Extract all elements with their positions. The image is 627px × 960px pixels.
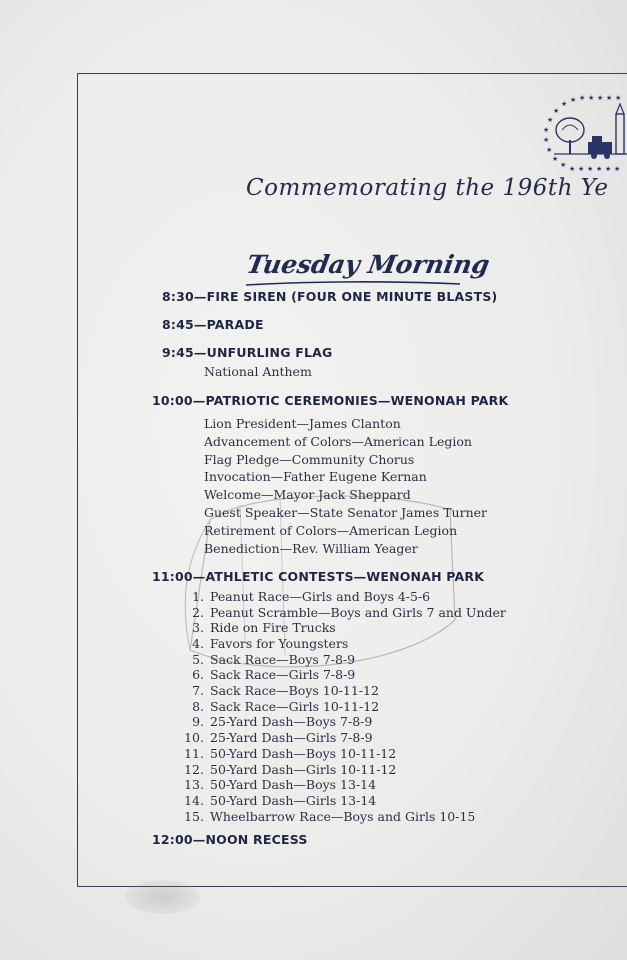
item-text: Sack Race—Boys 7-8-9 — [210, 652, 356, 667]
list-item: Flag Pledge—Community Chorus — [204, 452, 415, 467]
svg-text:★: ★ — [553, 107, 560, 115]
item-text: Favors for Youngsters — [210, 636, 349, 651]
svg-text:★: ★ — [587, 165, 594, 172]
svg-text:★: ★ — [597, 94, 604, 102]
schedule-heading: 11:00—ATHLETIC CONTESTS—WENONAH PARK — [152, 569, 485, 584]
list-item: National Anthem — [204, 364, 312, 379]
schedule-heading: 10:00—PATRIOTIC CEREMONIES—WENONAH PARK — [152, 393, 509, 408]
svg-text:★: ★ — [546, 146, 553, 154]
day-heading: Tuesday Morning — [244, 250, 492, 279]
svg-text:★: ★ — [547, 116, 554, 124]
list-item — [182, 809, 475, 824]
svg-text:★: ★ — [614, 165, 621, 172]
item-text: Sack Race—Boys 10-11-12 — [210, 683, 379, 698]
item-number: 3. — [192, 620, 204, 635]
svg-text:★: ★ — [579, 94, 586, 102]
list-item: Advancement of Colors—American Legion — [204, 434, 472, 449]
list-item — [182, 636, 348, 651]
item-text: Sack Race—Girls 7-8-9 — [210, 667, 356, 682]
item-number: 5. — [192, 652, 204, 667]
list-item — [182, 652, 355, 667]
item-text: 50-Yard Dash—Boys 10-11-12 — [210, 746, 397, 761]
schedule-heading: 8:45—PARADE — [162, 317, 264, 332]
item-number: 2. — [192, 605, 204, 620]
svg-text:★: ★ — [578, 165, 585, 172]
svg-text:★: ★ — [552, 155, 559, 163]
svg-text:★: ★ — [605, 165, 612, 172]
list-item: Retirement of Colors—American Legion — [204, 523, 458, 538]
svg-text:★: ★ — [596, 165, 603, 172]
svg-text:★: ★ — [588, 94, 595, 102]
item-text: 50-Yard Dash—Boys 13-14 — [210, 777, 377, 792]
item-text: 50-Yard Dash—Girls 13-14 — [210, 793, 377, 808]
svg-text:★: ★ — [560, 161, 567, 169]
list-item — [182, 683, 379, 698]
commemoration-banner: Commemorating the 196th Ye — [246, 175, 609, 201]
item-text: Peanut Race—Girls and Boys 4-5-6 — [210, 589, 431, 604]
list-item: Welcome—Mayor Jack Sheppard — [204, 487, 411, 502]
item-number: 6. — [192, 667, 204, 682]
svg-text:★: ★ — [561, 100, 568, 108]
item-number: 4. — [192, 636, 204, 651]
list-item — [182, 714, 372, 729]
item-number: 13. — [184, 777, 204, 792]
item-number: 12. — [184, 762, 204, 777]
paper-smudge — [125, 880, 200, 914]
item-number: 15. — [184, 809, 204, 824]
item-text: 25-Yard Dash—Girls 7-8-9 — [210, 730, 373, 745]
list-item: Benediction—Rev. William Yeager — [204, 541, 418, 556]
list-item — [182, 667, 355, 682]
svg-text:★: ★ — [606, 94, 613, 102]
list-item — [182, 605, 506, 620]
item-text: Wheelbarrow Race—Boys and Girls 10-15 — [210, 809, 476, 824]
item-number: 9. — [192, 714, 204, 729]
svg-text:★: ★ — [570, 96, 577, 104]
list-item — [182, 746, 396, 761]
item-text: 25-Yard Dash—Boys 7-8-9 — [210, 714, 373, 729]
svg-text:★: ★ — [543, 126, 550, 134]
item-text: Sack Race—Girls 10-11-12 — [210, 699, 380, 714]
item-number: 1. — [192, 589, 204, 604]
item-number: 14. — [184, 793, 204, 808]
list-item: Invocation—Father Eugene Kernan — [204, 469, 427, 484]
item-number: 11. — [184, 746, 204, 761]
schedule-heading: 8:30—FIRE SIREN (FOUR ONE MINUTE BLASTS) — [162, 289, 498, 304]
list-item: Lion President—James Clanton — [204, 416, 401, 431]
list-item — [182, 589, 430, 604]
list-item — [182, 730, 373, 745]
item-number: 10. — [184, 730, 204, 745]
item-text: 50-Yard Dash—Girls 10-11-12 — [210, 762, 397, 777]
list-item — [182, 762, 396, 777]
svg-text:★: ★ — [543, 136, 550, 144]
list-item — [182, 620, 336, 635]
svg-text:★: ★ — [569, 165, 576, 172]
list-item — [182, 777, 376, 792]
item-number: 8. — [192, 699, 204, 714]
schedule-heading: 12:00—NOON RECESS — [152, 832, 308, 847]
day-heading-underline — [244, 280, 462, 288]
svg-text:★: ★ — [615, 94, 622, 102]
schedule-heading: 9:45—UNFURLING FLAG — [162, 345, 333, 360]
list-item: Guest Speaker—State Senator James Turner — [204, 505, 487, 520]
item-number: 7. — [192, 683, 204, 698]
stars-emblem-icon — [540, 92, 627, 172]
item-text: Peanut Scramble—Boys and Girls 7 and Under — [210, 605, 506, 620]
list-item — [182, 699, 379, 714]
list-item — [182, 793, 376, 808]
item-text: Ride on Fire Trucks — [210, 620, 336, 635]
